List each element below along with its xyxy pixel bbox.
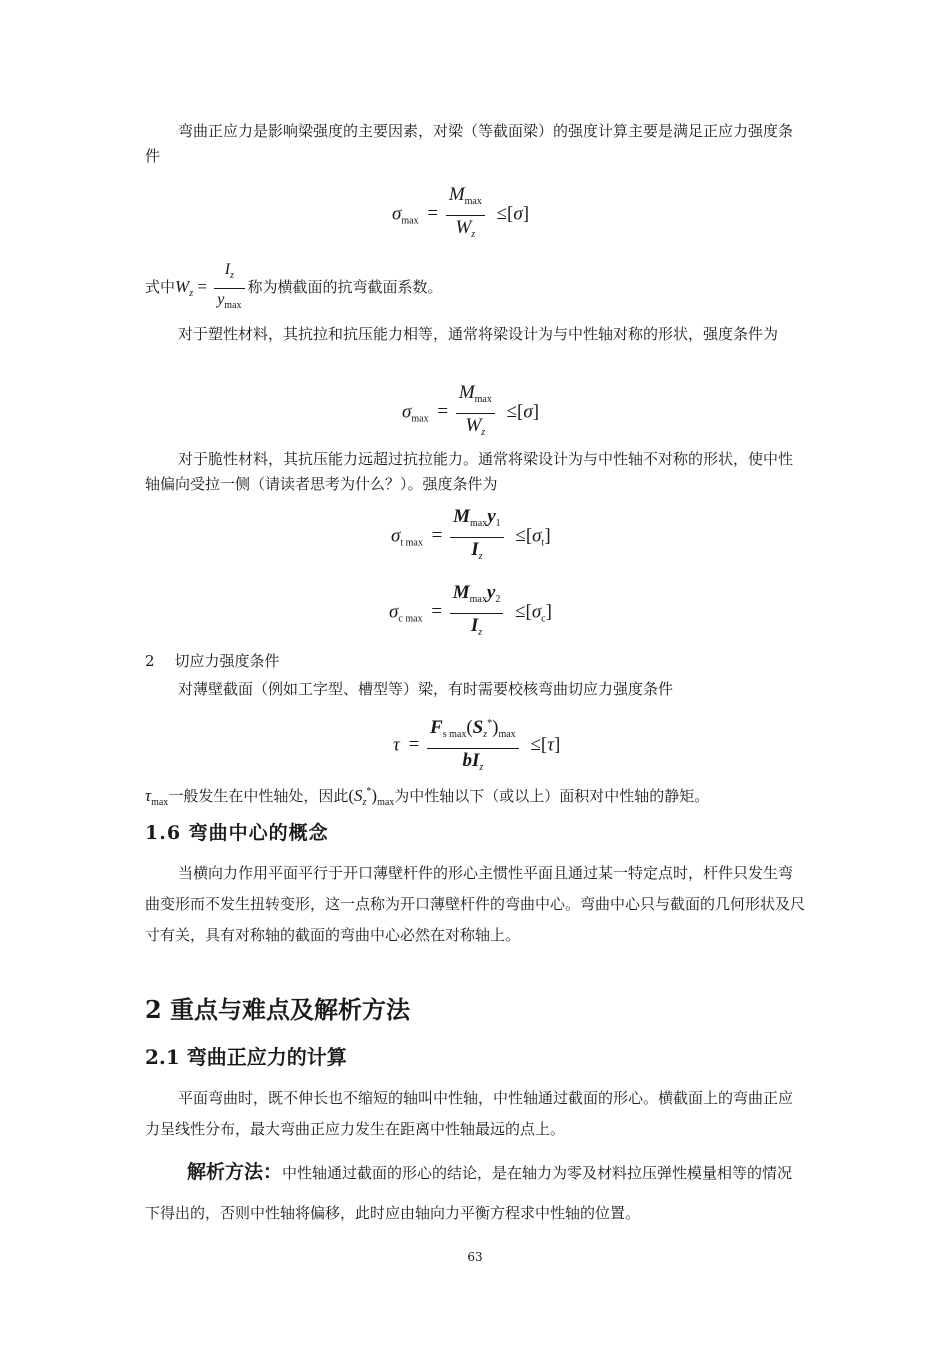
text-prefix: 式中 bbox=[145, 277, 176, 296]
paragraph-analysis-method bbox=[145, 1152, 807, 1233]
paragraph-section-modulus bbox=[145, 260, 807, 318]
paragraph-neutral-axis: 平面弯曲时，既不伸长也不缩短的轴叫中性轴，中性轴通过截面的形心。横截面上的弯曲正应力呈线性分布，最大弯曲正应力发生在距离中性轴最远的点上。 bbox=[145, 1089, 794, 1138]
formula-section-modulus: $W_z$ = $\frac{I_z}{y_{max}}$ bbox=[175, 277, 248, 296]
text-mid: 一般发生在中性轴处，因此 bbox=[168, 787, 349, 805]
method-text: 中性轴通过截面的形心的结论，是在轴力为零及材料拉压弹性模量相等的情况下得出的，否则中性轴将偏移，此时应由轴向力平衡方程求中性轴的位置。 bbox=[145, 1164, 793, 1222]
equation-shear-strength: τ = $\frac{F_{s max}(S_z^*)_{max}}{bI_z}$ ≤[τ] bbox=[393, 713, 560, 779]
text-end: 为中性轴以下（或以上）面积对中性轴的静矩。 bbox=[394, 787, 710, 805]
formula-static-moment: $(S_z^*)_{max}$ bbox=[348, 786, 395, 808]
heading-normal-stress-calc: 2.1 弯曲正应力的计算 bbox=[145, 1045, 347, 1069]
method-label: 解析方法： bbox=[187, 1161, 283, 1183]
heading-bending-center: 1.6 弯曲中心的概念 bbox=[145, 822, 329, 844]
paragraph-bending-stress-intro: 弯曲正应力是影响梁强度的主要因素，对梁（等截面梁）的强度计算主要是满足正应力强度条件 bbox=[145, 122, 794, 165]
equation-plastic-strength: $\sigma_{max}$ = $\frac{M_{max}}{W_z}$ ≤[σ] bbox=[402, 382, 540, 438]
equation-normal-stress-strength: $\sigma_{max}$ = $\frac{M_{max}}{W_z}$ ≤[σ] bbox=[392, 184, 530, 240]
paragraph-brittle-material: 对于脆性材料，其抗压能力远超过抗拉能力。通常将梁设计为与中性轴不对称的形状，使中性轴偏向受拉一侧（请读者思考为什么？）。强度条件为 bbox=[145, 450, 794, 493]
subsection-shear-stress bbox=[145, 649, 807, 674]
paragraph-plastic-material: 对于塑性材料，其抗拉和抗压能力相等，通常将梁设计为与中性轴对称的形状，强度条件为 bbox=[178, 325, 779, 343]
heading-key-points: 2 重点与难点及解析方法 bbox=[145, 995, 411, 1024]
paragraph-max-shear-location bbox=[145, 779, 807, 815]
paragraph-thin-walled: 对薄壁截面（例如工字型、槽型等）梁，有时需要校核弯曲切应力强度条件 bbox=[178, 680, 674, 698]
equation-compressive-strength: $\sigma_{c max}$ = $\frac{M_{max}y_2}{I_z}$ $\le[\sigma_c]$ bbox=[389, 582, 552, 638]
subsection-number: 2 bbox=[145, 652, 155, 670]
text-suffix: 称为横截面的抗弯截面系数。 bbox=[247, 277, 443, 296]
equation-tensile-strength: $\sigma_{t max}$ = $\frac{M_{max}y_1}{I_z}$ $\le[\sigma_t]$ bbox=[391, 506, 551, 562]
subsection-title: 切应力强度条件 bbox=[174, 652, 280, 670]
paragraph-bending-center: 当横向力作用平面平行于开口薄壁杆件的形心主惯性平面且通过某一特定点时，杆件只发生弯曲变形而不发生扭转变形，这一点称为开口薄壁杆件的弯曲中心。弯曲中心只与截面的几何形状及尺寸有关，具有对称轴的截面的弯曲中心必然在对称轴上。 bbox=[145, 864, 806, 944]
page-number: 63 bbox=[467, 1250, 483, 1264]
formula-tau-max: $\tau_{max}$ bbox=[145, 786, 169, 808]
